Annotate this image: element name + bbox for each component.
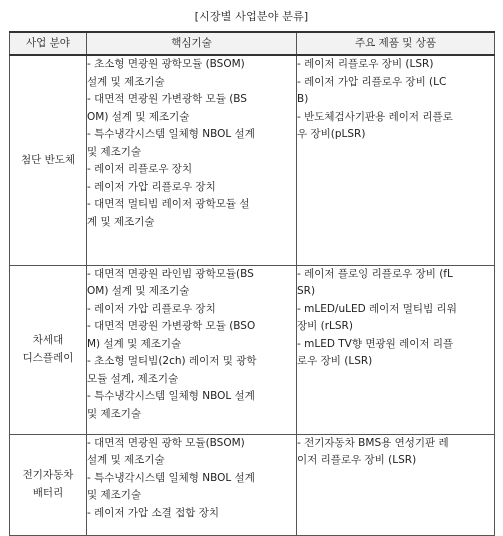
- table-row: [10, 55, 495, 265]
- technology-line: - 대면적 멀티빔 레이저 광학모듈 설: [87, 198, 250, 210]
- main-products-cell: [297, 265, 495, 434]
- business-area-label: 전기자동차: [22, 469, 74, 481]
- technology-line: - 대면적 면광원 가변광학 모듈 (BS: [87, 93, 247, 105]
- product-line: 이저 리플로우 장비 (LSR): [297, 454, 417, 466]
- header-main-products: 주요 제품 및 상품: [297, 32, 495, 55]
- product-line: - 레이저 리플로우 장비 (LSR): [297, 58, 434, 70]
- product-line: 로우 장비 (LSR): [297, 355, 373, 367]
- technology-line: - 레이저 리플로우 장치: [87, 163, 193, 175]
- product-line: B): [297, 93, 309, 105]
- header-business-area: 사업 분야: [10, 32, 87, 55]
- business-area-cell: [10, 434, 87, 535]
- business-area-cell: [10, 265, 87, 434]
- business-area-cell: [10, 55, 87, 265]
- product-line: SR): [297, 285, 316, 297]
- business-area-label: 배터리: [32, 486, 64, 499]
- table-row: [10, 265, 495, 434]
- technology-line: - 특수냉각시스템 일체형 NBOL 설계: [87, 390, 255, 402]
- technology-line: OM) 설계 및 제조기술: [87, 110, 190, 123]
- technology-line: 및 제조기술: [87, 407, 142, 420]
- product-line: - 레이저 플로잉 리플로우 장비 (fL: [297, 267, 453, 280]
- product-line: - 레이저 가압 리플로우 장비 (LC: [297, 75, 447, 88]
- product-line: 우 장비(pLSR): [297, 128, 366, 140]
- business-area-label: 차세대: [32, 334, 64, 346]
- technology-line: - 대면적 면광원 광학 모듈(BSOM): [87, 436, 245, 449]
- technology-line: 설계 및 제조기술: [87, 75, 165, 88]
- technology-line: - 특수냉각시스템 일체형 NBOL 설계: [87, 128, 255, 140]
- technology-line: 및 제조기술: [87, 489, 142, 501]
- product-line: - 반도체검사기판용 레이저 리플로: [297, 110, 453, 123]
- product-line: - mLED TV향 면광원 레이저 리플: [297, 337, 454, 350]
- technology-line: - 레이저 가압 소결 접합 장치: [87, 506, 220, 519]
- technology-line: - 특수냉각시스템 일체형 NBOL 설계: [87, 471, 255, 484]
- table-caption: [시장별 사업분야 분류]: [194, 10, 309, 23]
- technology-line: - 초소형 멀티빔(2ch) 레이저 및 광학: [87, 355, 257, 367]
- header-core-technology: 핵심기술: [87, 32, 297, 55]
- technology-line: - 레이저 가압 리플로우 장치: [87, 180, 216, 193]
- product-line: - mLED/uLED 레이저 멀티빔 리워: [297, 302, 457, 315]
- technology-line: - 대면적 면광원 가변광학 모듈 (BSO: [87, 320, 256, 332]
- product-line: 장비 (rLSR): [297, 320, 353, 332]
- header-row: [10, 32, 495, 55]
- core-technology-cell: [87, 55, 297, 265]
- technology-line: - 레이저 가압 리플로우 장치: [87, 302, 216, 315]
- technology-line: 모듈 설계, 제조기술: [87, 372, 179, 385]
- market-business-table: [9, 31, 495, 536]
- technology-line: 및 제조기술: [87, 145, 142, 158]
- technology-line: 설계 및 제조기술: [87, 454, 165, 466]
- technology-line: 계 및 제조기술: [87, 215, 155, 228]
- technology-line: OM) 설계 및 제조기술: [87, 285, 190, 297]
- table-row: [10, 434, 495, 535]
- main-products-cell: [297, 434, 495, 535]
- business-area-label: 디스플레이: [22, 351, 74, 364]
- technology-line: M) 설계 및 제조기술: [87, 337, 182, 350]
- technology-line: - 초소형 면광원 광학모듈 (BSOM): [87, 58, 245, 70]
- technology-line: - 대면적 면광원 라인빔 광학모듈(BS: [87, 267, 254, 280]
- product-line: - 전기자동차 BMS용 연성기판 레: [297, 436, 449, 449]
- core-technology-cell: [87, 434, 297, 535]
- business-area-label: 첨단 반도체: [20, 153, 76, 166]
- core-technology-cell: [87, 265, 297, 434]
- main-products-cell: [297, 55, 495, 265]
